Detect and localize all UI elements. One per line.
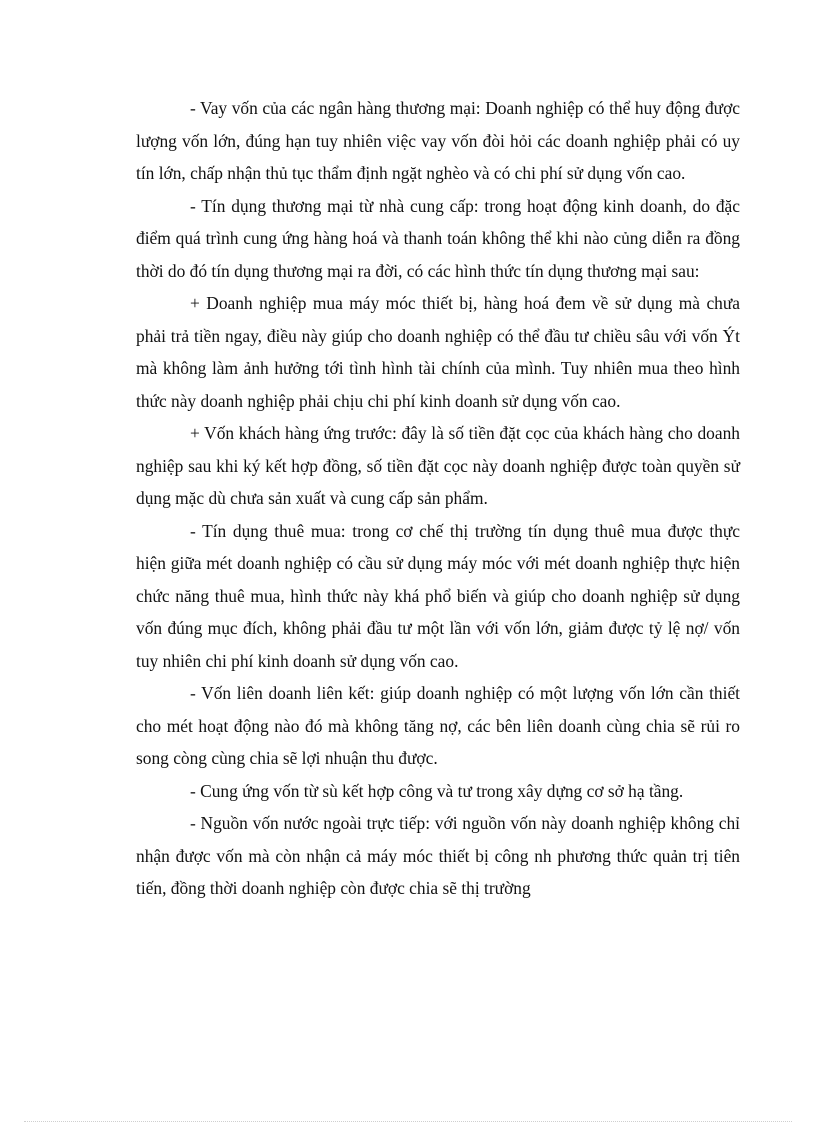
- paragraph-public-private: - Cung ứng vốn từ sù kết hợp công và tư trong xây dựng cơ sở hạ tầng.: [190, 780, 684, 801]
- paragraph-joint-venture: - Vốn liên doanh liên kết: giúp doanh nghiệp có một lượng vốn lớn cần thiết cho mét hoạt động nào đó mà không tăng nợ, các bên liên doanh cùng chia sẽ rủi ro song còng cùng chia sẽ lợi nhuận thu được.: [136, 683, 740, 768]
- paragraph-bank-loans: - Vay vốn của các ngân hàng thương mại: Doanh nghiệp có thể huy động được lượng vốn lớn, đúng hạn tuy nhiên việc vay vốn đòi hỏi các doanh nghiệp phải có uy tín lớn, chấp nhận thủ tục thẩm định ngặt nghèo và có chi phí sử dụng vốn cao.: [136, 98, 740, 183]
- paragraph-foreign-direct-investment: - Nguồn vốn nước ngoài trực tiếp: với nguồn vốn này doanh nghiệp không chỉ nhận được vốn mà còn nhận cả máy móc thiết bị công nh phương thức quản trị tiên tiến, đồng thời doanh nghiệp còn được chia sẽ thị trường: [136, 813, 740, 898]
- document-body: [136, 92, 740, 905]
- paragraph-leasing-credit: - Tín dụng thuê mua: trong cơ chế thị trường tín dụng thuê mua được thực hiện giữa mét doanh nghiệp có cầu sử dụng máy móc với mét doanh nghiệp thực hiện chức năng thuê mua, hình thức này khá phổ biến và giúp cho doanh nghiệp sử dụng vốn đúng mục đích, không phải đầu tư một lần với vốn lớn, giảm được tỷ lệ nợ/ vốn tuy nhiên chi phí kinh doanh sử dụng vốn cao.: [136, 520, 740, 671]
- paragraph-equipment-purchase: + Doanh nghiệp mua máy móc thiết bị, hàng hoá đem về sử dụng mà chưa phải trả tiền ngay, điều này giúp cho doanh nghiệp có thể đầu tư chiều sâu với vốn Ýt mà không làm ảnh hưởng tới tình hình tài chính của mình. Tuy nhiên mua theo hình thức này doanh nghiệp phải chịu chi phí kinh doanh sử dụng vốn cao.: [136, 293, 740, 411]
- paragraph-customer-advance: + Vốn khách hàng ứng trước: đây là số tiền đặt cọc của khách hàng cho doanh nghiệp sau khi ký kết hợp đồng, số tiền đặt cọc này doanh nghiệp được toàn quyền sử dụng mặc dù chưa sản xuất và cung cấp sản phẩm.: [136, 423, 740, 508]
- page-bottom-divider: [24, 1121, 792, 1122]
- paragraph-trade-credit: - Tín dụng thương mại từ nhà cung cấp: trong hoạt động kinh doanh, do đặc điểm quá trình cung ứng hàng hoá và thanh toán không thể khi nào củng diễn ra đồng thời do đó tín dụng thương mại ra đời, có các hình thức tín dụng thương mại sau:: [136, 195, 740, 281]
